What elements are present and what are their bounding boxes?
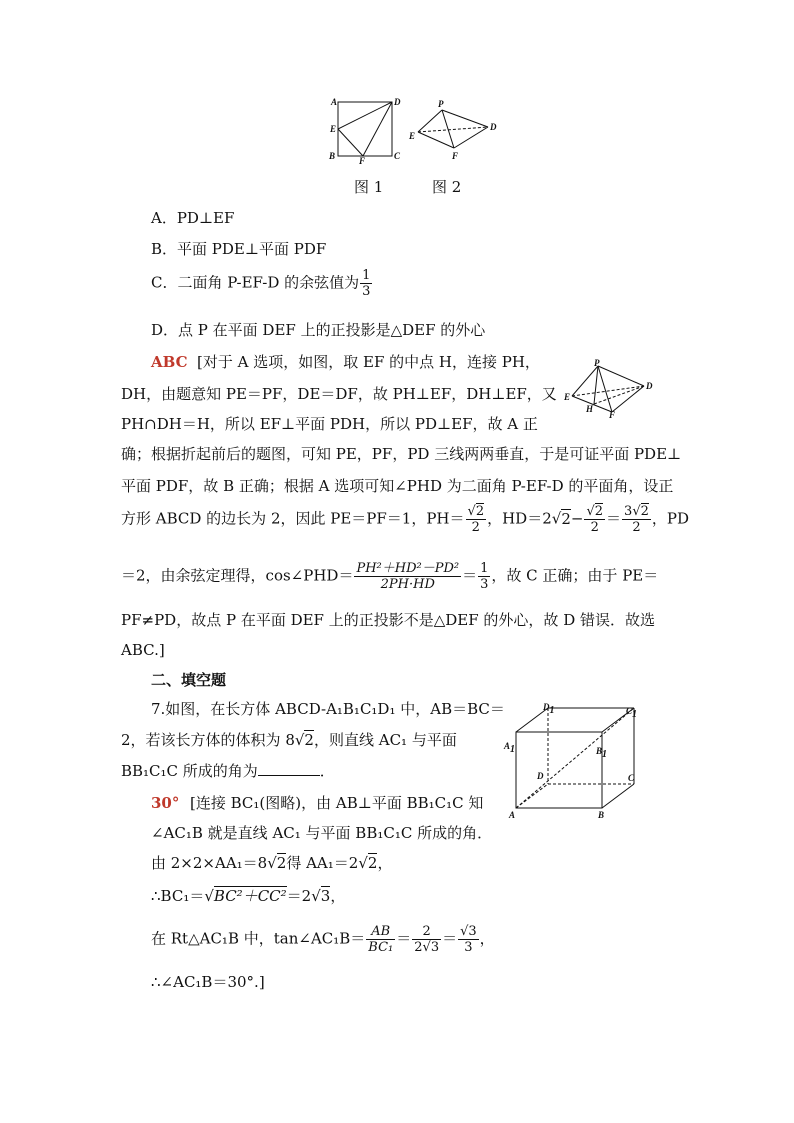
answer-7: 30° (151, 794, 180, 812)
l6-frac-1-den: 2 (471, 520, 480, 535)
q7-line-2: 2，若该长方体的体积为 8√2，则直线 AC₁ 与平面 (121, 731, 457, 749)
figure-1-caption: 图 1 (354, 178, 384, 196)
l7-eq: ＝ (462, 566, 478, 585)
l6-frac-3-coef: 3 (624, 504, 633, 519)
fig4-c1-letter: C (626, 706, 633, 716)
fig4-label-d1 (543, 702, 555, 716)
l6-text-e: ，PD (651, 509, 690, 528)
l6-minus: − (570, 509, 584, 528)
l7-third-num: 1 (480, 561, 489, 576)
q7-s5-text-a: 在 Rt△AC₁B 中，tan∠AC₁B＝ (151, 929, 366, 948)
q7-s5-frac-1-den: BC₁ (368, 940, 394, 955)
q7-s3-rad-2: 2 (367, 854, 378, 872)
option-c-denominator: 3 (362, 284, 371, 299)
q7-line-3 (121, 761, 335, 781)
fig1-label-e: E (330, 124, 337, 134)
q7-l3-end: ． (319, 762, 335, 780)
q7-s5-frac-2-num: 2 (412, 924, 441, 940)
l6-frac-3-den: 2 (632, 520, 641, 535)
l6-frac-1-rad: 2 (475, 504, 485, 519)
solution6-line-4: 确；根据折起前后的题图，可知 PE，PF，PD 三线两两垂直，于是可证平面 PDE⊥ (121, 445, 682, 463)
q7-s5-eq-1: ＝ (396, 929, 412, 948)
answer-6: ABC (151, 353, 188, 371)
l6-text-b: ，HD＝2 (487, 509, 552, 528)
fig3-label-f: F (609, 410, 616, 420)
l7-text-c: ，故 C 正确；由于 PE＝ (491, 566, 659, 585)
l6-frac-1-num: √2 (467, 504, 485, 519)
q7-solution-line-1: [连接 BC₁(图略)，由 AB⊥平面 BB₁C₁C 知 (190, 794, 484, 812)
l6-frac-3 (622, 504, 651, 535)
fig4-label-a1 (504, 741, 515, 755)
fig4-b1-letter: B (596, 746, 603, 756)
q7-s4-text-b: ＝2 (286, 887, 312, 905)
l7-cos-num: PH²＋HD²－PD² (356, 561, 460, 576)
solution6-line-1: [对于 A 选项，如图，取 EF 的中点 H，连接 PH， (197, 353, 540, 371)
option-c-text: C．二面角 P-EF-D 的余弦值为 (151, 273, 360, 292)
q7-solution-line-2: ∠AC₁B 就是直线 AC₁ 与平面 BB₁C₁C 所成的角． (151, 824, 493, 842)
option-d: D．点 P 在平面 DEF 上的正投影是△DEF 的外心 (151, 321, 486, 339)
q7-s3-text-c: ， (377, 854, 393, 872)
q7-s5-frac-3 (458, 924, 479, 955)
q7-solution-line-4: ∴BC₁＝√BC²＋CC²＝2√3， (151, 887, 346, 905)
q7-s5-frac-1-num: AB (366, 924, 395, 940)
fig3-label-h: H (586, 404, 594, 414)
q7-l2-rad: 2 (304, 731, 314, 749)
l6-frac-2 (584, 504, 605, 535)
fig4-label-d: D (537, 771, 544, 781)
l7-text-a: ＝2，由余弦定理得，cos∠PHD＝ (121, 566, 354, 585)
solution6-line-7 (121, 561, 658, 592)
solution6-line-6: 方形 ABCD 的边长为 2，因此 PE＝PF＝1，PH＝ $\frac{√2}{2}$ ，HD＝2√2− $\frac{√2}{2}$ ＝ $\frac{3√2}{2}$ ，PD (121, 504, 690, 535)
fig4-d1-sub: 1 (549, 704, 555, 716)
q7-s5-end: ， (479, 929, 495, 948)
q7-l3-text: BB₁C₁C 所成的角为 (121, 762, 258, 780)
q7-solution-line-5 (151, 924, 495, 955)
fig4-d1-letter: D (543, 702, 550, 712)
l6-frac-2-den: 2 (590, 520, 599, 535)
fig4-label-c1 (626, 706, 637, 720)
l6-eq: ＝ (606, 509, 622, 528)
answer-blank[interactable] (258, 761, 320, 776)
q7-s4-rad: BC²＋CC² (213, 887, 287, 905)
q7-line-1: 7.如图，在长方体 ABCD-A₁B₁C₁D₁ 中，AB＝BC＝ (151, 700, 505, 718)
fig4-c1-sub: 1 (632, 708, 638, 720)
option-c-fraction (360, 268, 372, 299)
l7-cos-den: 2PH·HD (380, 577, 435, 592)
option-c-numerator: 1 (362, 268, 371, 283)
fig3-label-e: E (564, 392, 571, 402)
solution6-line-5: 平面 PDF，故 B 正确；根据 A 选项可知∠PHD 为二面角 P-EF-D 的平面角，设正 (121, 477, 674, 495)
fig4-label-a: A (509, 810, 516, 820)
fig1-label-a: A (331, 97, 338, 107)
solution6-line-3: PH∩DH＝H，所以 EF⊥平面 PDH，所以 PD⊥EF，故 A 正 (121, 415, 538, 433)
fig4-a1-letter: A (504, 741, 511, 751)
l6-frac-1 (466, 504, 487, 535)
q7-solution-line-6: ∴∠AC₁B＝30°.] (151, 973, 265, 991)
l6-frac-2-rad: 2 (594, 504, 604, 519)
fig2-label-d: D (490, 122, 497, 132)
l7-third (478, 561, 490, 592)
q7-s5-frac-2 (412, 924, 441, 955)
fig4-label-b1 (596, 746, 607, 760)
l6-text-a: 方形 ABCD 的边长为 2，因此 PE＝PF＝1，PH＝ (121, 509, 465, 528)
q7-s5-frac-1 (366, 924, 395, 955)
fig2-label-p: P (438, 99, 444, 109)
q7-s5-eq-2: ＝ (442, 929, 458, 948)
fig2-label-f: F (452, 151, 459, 161)
fig1-label-b: B (329, 151, 336, 161)
fig3-label-p: P (594, 358, 600, 368)
solution6-line-2: DH，由题意知 PE＝PF，DE＝DF，故 PH⊥EF，DH⊥EF，又 (121, 385, 557, 403)
fig1-label-f: F (359, 156, 366, 166)
option-a: A．PD⊥EF (151, 209, 235, 227)
l6-frac-3-num: 3√2 (624, 504, 649, 519)
q7-l2-text-b: ，则直线 AC₁ 与平面 (313, 731, 457, 749)
q7-l2-text-a: 2，若该长方体的体积为 8 (121, 731, 295, 749)
fig1-label-c: C (394, 151, 401, 161)
fig1-label-d: D (394, 97, 401, 107)
fig4-label-c: C (628, 773, 635, 783)
q7-s4-text-a: ∴BC₁＝ (151, 887, 205, 905)
l7-cos-frac (354, 561, 461, 592)
q7-s3-text-a: 由 2×2×AA₁＝8 (151, 854, 268, 872)
fig2-label-e: E (409, 131, 416, 141)
fig4-b1-sub: 1 (602, 748, 608, 760)
q7-s4-text-c: ， (330, 887, 346, 905)
figure-2-caption: 图 2 (432, 178, 462, 196)
q7-solution-line-3: 由 2×2×AA₁＝8√2得 AA₁＝2√2， (151, 854, 393, 872)
q7-s3-text-b: 得 AA₁＝2 (286, 854, 359, 872)
l6-frac-3-rad: 2 (640, 504, 649, 519)
l6-rad-2: 2 (561, 509, 571, 528)
section-title: 二、填空题 (151, 671, 227, 689)
fig4-label-b: B (598, 810, 605, 820)
fig3-label-d: D (646, 381, 653, 391)
fig4-a1-sub: 1 (510, 743, 516, 755)
l6-frac-2-num: √2 (586, 504, 604, 519)
option-b: B．平面 PDE⊥平面 PDF (151, 240, 327, 258)
option-c (151, 268, 373, 299)
solution6-line-8: PF≠PD，故点 P 在平面 DEF 上的正投影不是△DEF 的外心，故 D 错误．故选 (121, 611, 655, 629)
q7-s5-frac-3-num: √3 (460, 924, 477, 939)
q7-s4-rad-3: 3 (320, 887, 331, 905)
q7-s3-rad-1: 2 (276, 854, 287, 872)
q7-s5-frac-2-den: 2√3 (414, 940, 440, 955)
solution6-line-9: ABC.] (121, 641, 165, 659)
l7-third-den: 3 (480, 577, 489, 592)
q7-s5-frac-3-den: 3 (464, 940, 473, 955)
